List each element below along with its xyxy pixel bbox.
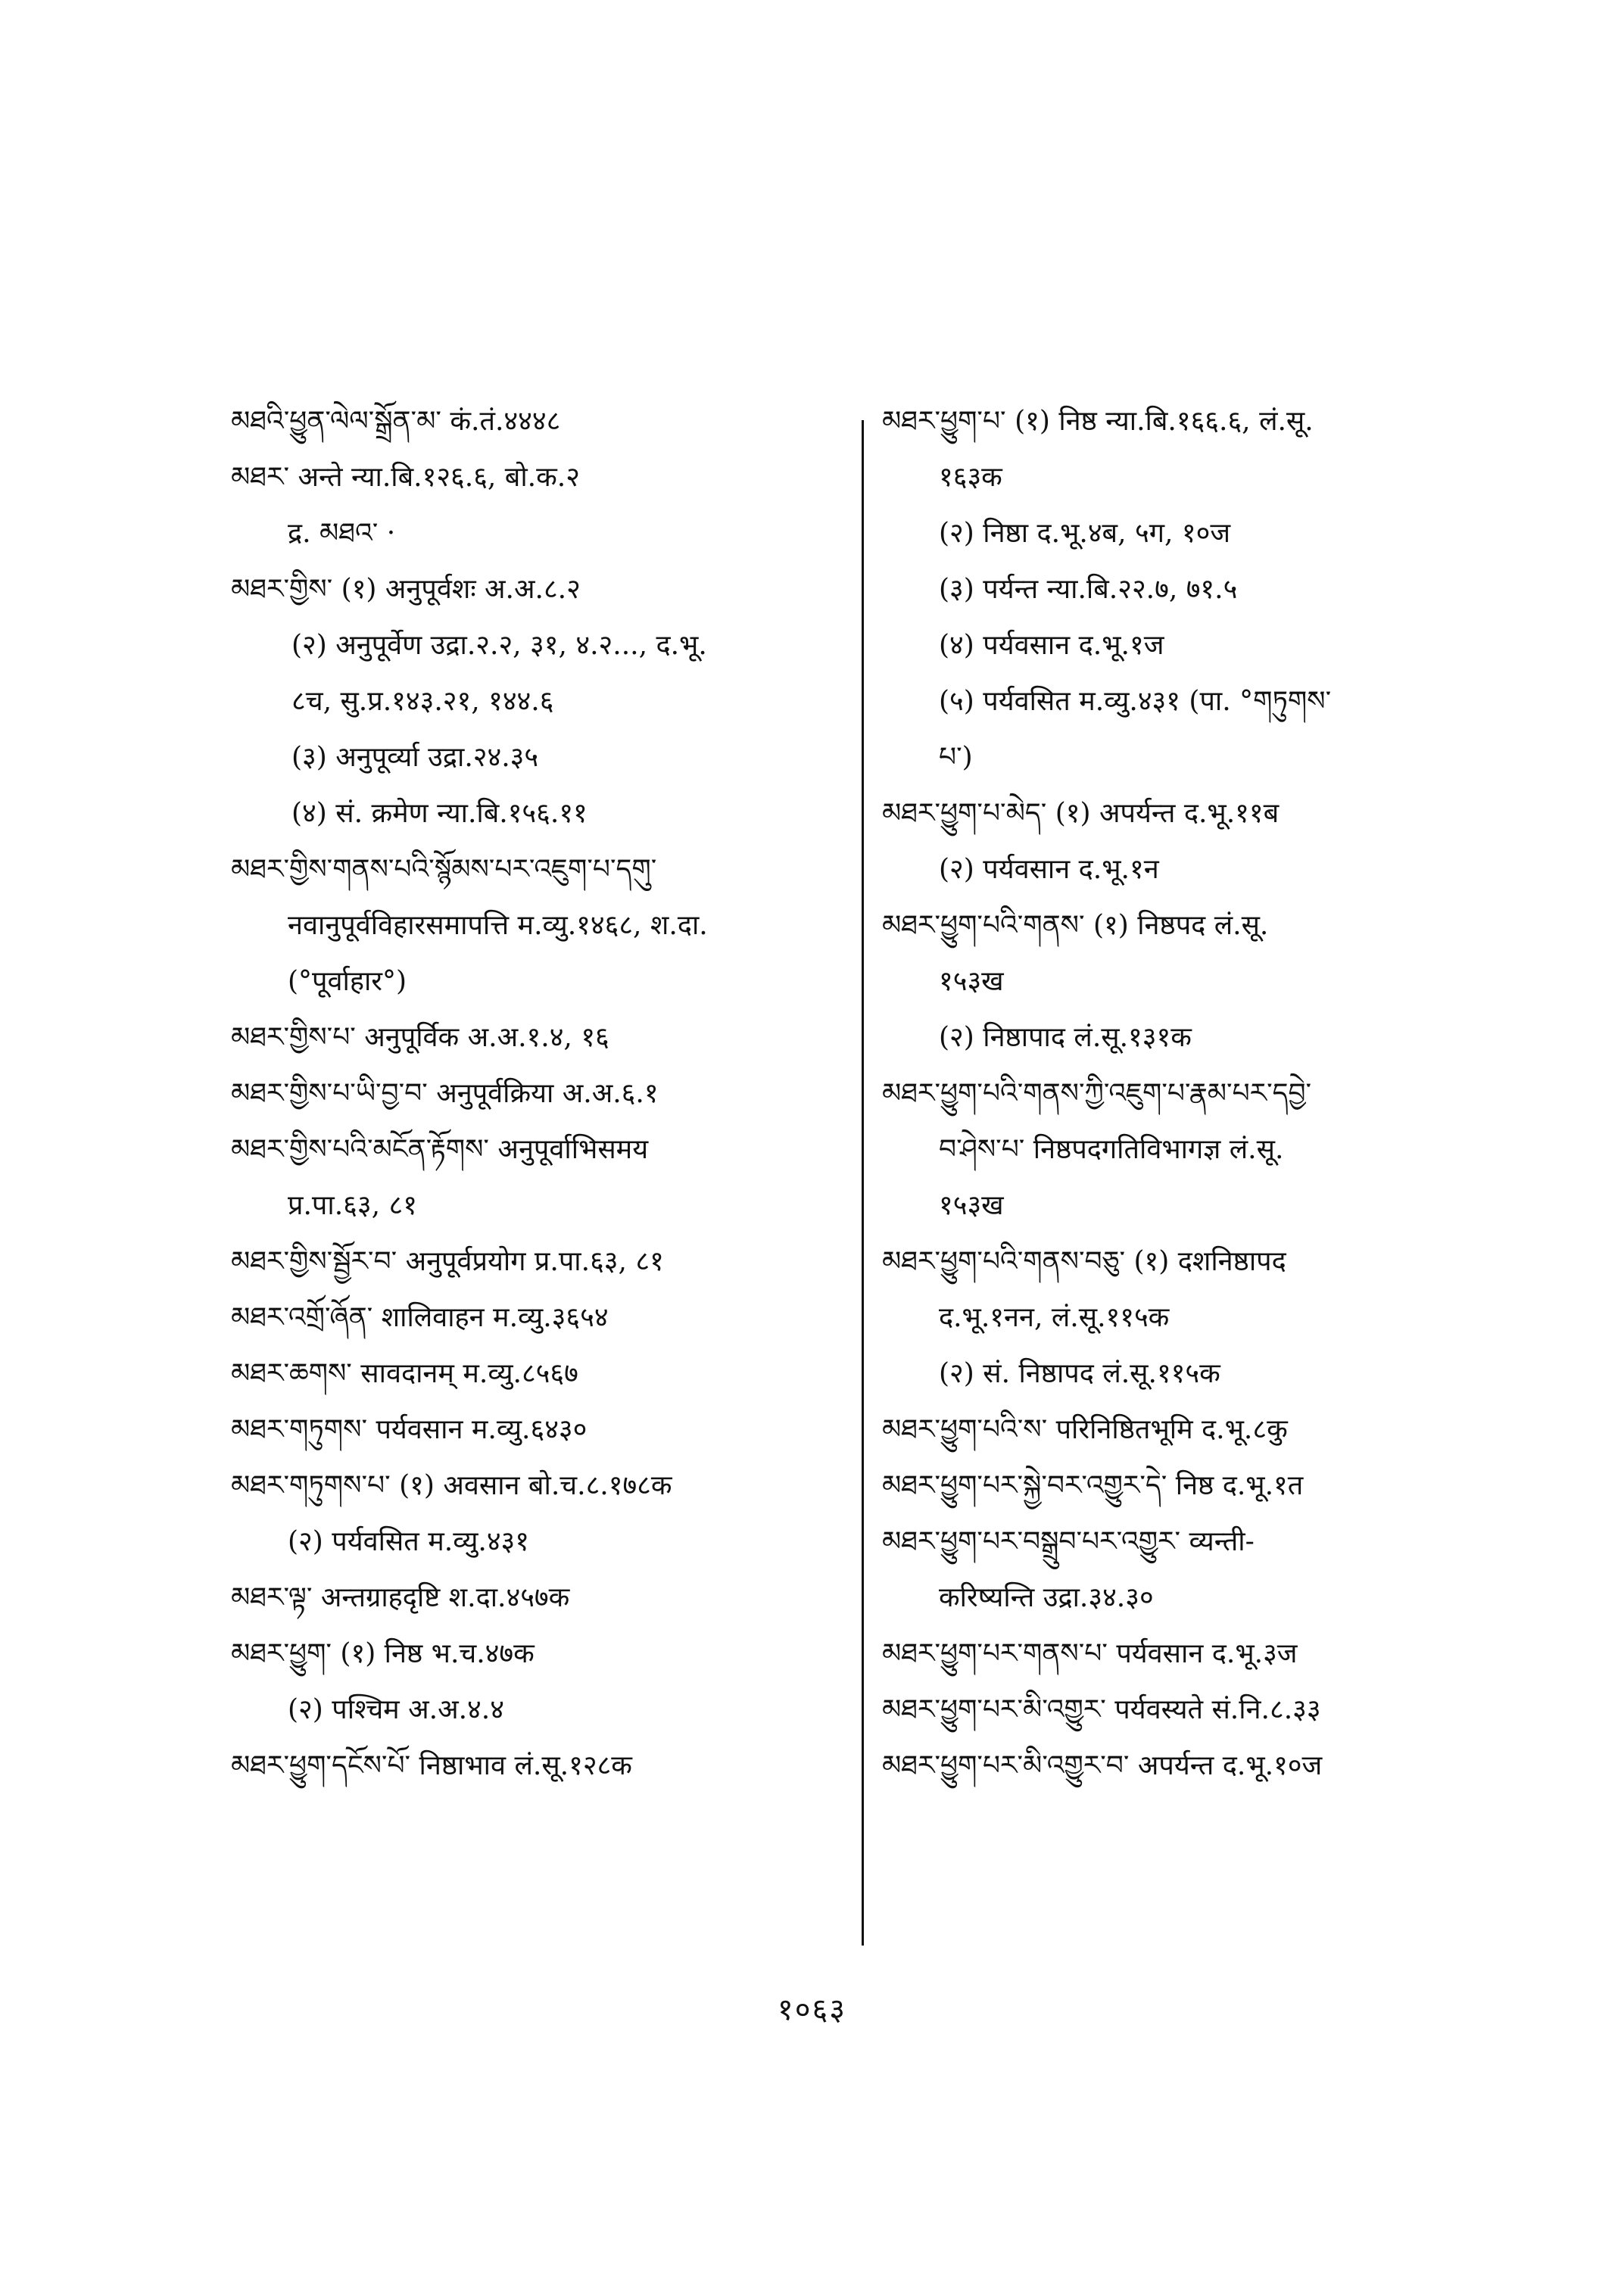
dictionary-entry-line: མཐར་གྱིས་ (१) अनुपूर्वशः अ.अ.८.२ bbox=[231, 574, 581, 605]
dictionary-entry-line: མཐར་ཆགས་ सावदानम् म.व्यु.८५६७ bbox=[231, 1358, 578, 1389]
dictionary-entry-line: (४) पर्यवसान द.भू.१ज bbox=[939, 630, 1164, 661]
dictionary-entry-line: མཐར་ལྟ་ अन्तग्राहदृष्टि श.दा.४५७क bbox=[231, 1582, 570, 1613]
dictionary-entry-line: द्र. མཐའ་ · bbox=[288, 518, 396, 549]
dictionary-entry-line: མཐར་ཕྱུག་པའི་གནས་བཅུ་ (१) दशनिष्ठापद bbox=[882, 1246, 1286, 1277]
dictionary-entry-line: མཐར་གཏུགས་ पर्यवसान म.व्यु.६४३० bbox=[231, 1414, 588, 1445]
dictionary-entry-line: མཐར་གྱིས་སྦྱོར་བ་ अनुपूर्वप्रयोग प्र.पा.६३, ८१ bbox=[231, 1246, 664, 1277]
dictionary-entry-line: མཐར་ཕྱུག་པར་མི་འགྱུར་བ་ अपर्यन्त द.भू.१०ज bbox=[882, 1750, 1323, 1781]
dictionary-entry-line: (२) पश्चिम अ.अ.४.४ bbox=[288, 1694, 504, 1725]
dictionary-entry-line: པ་) bbox=[939, 742, 973, 773]
dictionary-entry-line: (२) सं. निष्ठापद लं.सू.११५क bbox=[939, 1358, 1220, 1389]
dictionary-entry-line: མཐར་གྱིས་གནས་པའི་སྙོམས་པར་འཇུག་པ་དགུ་ bbox=[231, 854, 657, 885]
dictionary-entry-line: (२) पर्यवसित म.व्यु.४३१ bbox=[288, 1526, 529, 1557]
dictionary-entry-line: ८च, सु.प्र.१४३.२१, १४४.६ bbox=[291, 686, 554, 717]
dictionary-entry-line: (२) निष्ठापाद लं.सू.१३१क bbox=[939, 1022, 1192, 1053]
dictionary-entry-line: (२) अनुपूर्वेण उद्रा.२.२, ३१, ४.२..., द.भू. bbox=[291, 630, 707, 661]
dictionary-entry-line: མཐར་ཕྱུག་པར་གནས་པ་ पर्यवसान द.भू.३ज bbox=[882, 1638, 1298, 1669]
dictionary-entry-line: མཐར་གྱིས་པ་ अनुपूर्विक अ.अ.१.४, १६ bbox=[231, 1022, 609, 1053]
dictionary-entry-line: མཐར་ཕྱུག་པའི་གནས་ཀྱི་འཇུག་པ་རྣམ་པར་དབྱེ་ bbox=[882, 1078, 1312, 1109]
left-column bbox=[231, 394, 859, 1794]
dictionary-entry-line: (४) सं. क्रमेण न्या.बि.१५६.११ bbox=[291, 798, 588, 829]
dictionary-entry-line: མཐར་ཕྱུག་པར་སྐྱེ་བར་འགྱུར་དེ་ निष्ठ द.भू.१त bbox=[882, 1470, 1304, 1501]
dictionary-entry-line: མཐར་གཏུགས་པ་ (१) अवसान बो.च.८.१७८क bbox=[231, 1470, 672, 1501]
dictionary-entry-line: (२) निष्ठा द.भू.४ब, ५ग, १०ज bbox=[939, 518, 1231, 549]
dictionary-entry-line: མཐར་ཕྱུག་དངོས་པོ་ निष्ठाभाव लं.सू.१२८क bbox=[231, 1750, 632, 1781]
dictionary-entry-line: (५) पर्यवसित म.व्यु.४३१ (पा. °གཏུགས་ bbox=[939, 686, 1332, 717]
dictionary-entry-line: (२) पर्यवसान द.भू.१न bbox=[939, 854, 1159, 885]
dictionary-entry-line: प्र.पा.६३, ८१ bbox=[288, 1190, 417, 1221]
dictionary-entry-line: མཐར་ཕྱུག་པ་ (१) निष्ठ न्या.बि.१६६.६, लं.सू. bbox=[882, 406, 1314, 437]
dictionary-entry-line: བ་ཤེས་པ་ निष्ठपदगतिविभागज्ञ लं.सू. bbox=[939, 1134, 1284, 1165]
dictionary-entry-line: མཐར་ अन्ते न्या.बि.१२६.६, बो.क.२ bbox=[231, 462, 580, 493]
dictionary-entry-line: མཐར་ཕྱུག་པ་མེད་ (१) अपर्यन्त द.भू.११ब bbox=[882, 798, 1280, 829]
dictionary-entry-line: མཐའི་ཕྱུན་ལེལ་སྒྲོན་མ་ कं.तं.४४४८ bbox=[231, 406, 561, 437]
dictionary-entry-line: མཐར་ཕྱུག་ (१) निष्ठ भ.च.४७क bbox=[231, 1638, 535, 1669]
dictionary-entry-line: १५३ख bbox=[939, 1190, 1004, 1221]
dictionary-entry-line: (३) पर्यन्त न्या.बि.२२.७, ७१.५ bbox=[939, 574, 1238, 605]
dictionary-entry-line: करिष्यन्ति उद्रा.३४.३० bbox=[939, 1582, 1154, 1613]
dictionary-entry-line: མཐར་ཕྱུག་པའི་ས་ परिनिष्ठितभूमि द.भू.८कु bbox=[882, 1414, 1288, 1445]
dictionary-entry-line: (°पूर्वाहार°) bbox=[288, 966, 407, 997]
dictionary-entry-line: མཐར་འགྲོ་ཞོན་ शालिवाहन म.व्यु.३६५४ bbox=[231, 1302, 609, 1333]
column-divider bbox=[862, 420, 864, 1946]
dictionary-entry-line: མཐར་ཕྱུག་པར་མི་འགྱུར་ पर्यवस्यते सं.नि.८.३३ bbox=[882, 1694, 1321, 1725]
dictionary-entry-line: १६३क bbox=[939, 462, 1002, 493]
dictionary-entry-line: མཐར་ཕྱུག་པའི་གནས་ (१) निष्ठपद लं.सू. bbox=[882, 910, 1269, 941]
dictionary-entry-line: མཐར་གྱིས་པའི་མངོན་རྟོགས་ अनुपूर्वाभिसमय bbox=[231, 1134, 649, 1165]
page-number: १०६३ bbox=[777, 1992, 847, 2027]
dictionary-entry-line: མཐར་གྱིས་པ་ཡི་བྱ་བ་ अनुपूर्वक्रिया अ.अ.६.१ bbox=[231, 1078, 659, 1109]
dictionary-entry-line: (३) अनुपूर्व्या उद्रा.२४.३५ bbox=[291, 742, 539, 773]
dictionary-entry-line: མཐར་ཕྱུག་པར་བསྒྲུབ་པར་འགྱུར་ व्यन्ती- bbox=[882, 1526, 1255, 1557]
dictionary-entry-line: द.भू.१नन, लं.सू.११५क bbox=[939, 1302, 1170, 1333]
dictionary-entry-line: नवानुपूर्वविहारसमापत्ति म.व्यु.१४६८, श.दा. bbox=[288, 910, 708, 941]
right-column bbox=[882, 394, 1480, 1794]
dictionary-entry-line: १५३ख bbox=[939, 966, 1004, 997]
